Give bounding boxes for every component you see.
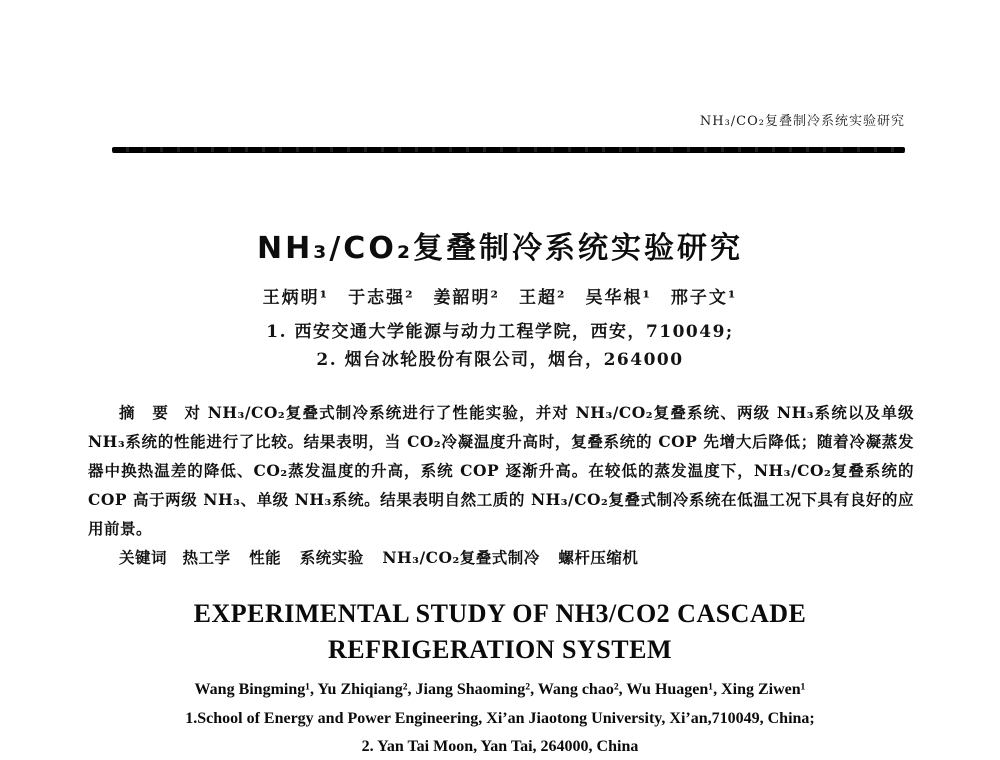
paper-title-en-line2: REFRIGERATION SYSTEM: [328, 635, 672, 664]
abstract-text: 对 NH₃/CO₂复叠式制冷系统进行了性能实验，并对 NH₃/CO₂复叠系统、两级 NH₃系统以及单级 NH₃系统的性能进行了比较。结果表明，当 CO₂冷凝温度升高时，复叠系统的 COP 先增大后降低；随着冷凝蒸发器中换热温差的降低、CO₂蒸发温度的升高，系统 COP 逐渐升高。在较低的蒸发温度下，NH₃/CO₂复叠系统的 COP 高于两级 NH₃、单级 NH₃系统。结果表明自然工质的 NH₃/CO₂复叠式制冷系统在低温工况下具有良好的应用前景。: [88, 403, 914, 538]
affiliation-en-1: 1.School of Energy and Power Engineering, Xi’an Jiaotong University, Xi’an,710049, China;: [185, 710, 815, 727]
abstract-paragraph: [88, 398, 914, 543]
abstract-label: 摘 要: [119, 403, 169, 422]
keyword-item: 性能: [249, 548, 282, 567]
keyword-item: 系统实验: [299, 548, 364, 567]
affiliation-en-2: 2. Yan Tai Moon, Yan Tai, 264000, China: [361, 738, 639, 755]
keywords-line: [88, 543, 914, 572]
paper-title-zh: NH₃/CO₂复叠制冷系统实验研究: [257, 231, 743, 267]
keywords-label: 关键词: [119, 548, 168, 567]
keyword-item: NH₃/CO₂复叠式制冷: [382, 548, 540, 567]
authors-zh: 王炳明¹ 于志强² 姜韶明² 王超² 吴华根¹ 邢子文¹: [262, 288, 738, 308]
paper-title-en-line1: EXPERIMENTAL STUDY OF NH3/CO2 CASCADE: [193, 599, 807, 628]
authors-en: Wang Bingming¹, Yu Zhiqiang², Jiang Shaoming², Wang chao², Wu Huagen¹, Xing Ziwen¹: [194, 681, 806, 698]
abstract-block: [88, 398, 914, 543]
keyword-item: 热工学: [182, 548, 231, 567]
affiliation-zh-2: 2. 烟台冰轮股份有限公司，烟台，264000: [316, 350, 684, 370]
affiliation-zh-1: 1. 西安交通大学能源与动力工程学院，西安，710049;: [266, 322, 734, 342]
running-header: NH₃/CO₂复叠制冷系统实验研究: [699, 114, 905, 129]
keyword-item: 螺杆压缩机: [558, 548, 639, 567]
paper-title-en: [0, 596, 1000, 668]
header-rule-divider: [112, 147, 905, 152]
